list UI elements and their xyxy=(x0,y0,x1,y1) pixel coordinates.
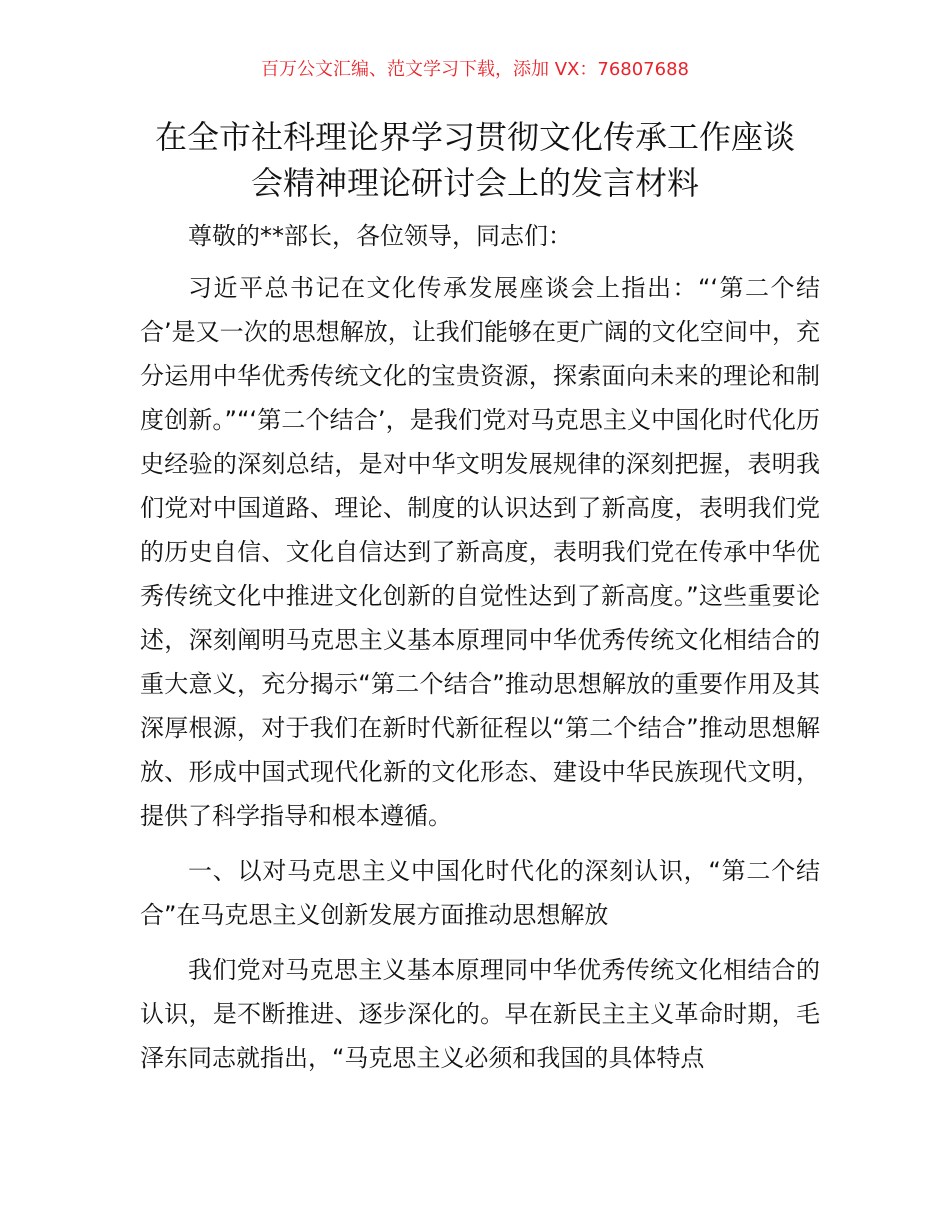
section-heading-1: 一、以对马克思主义中国化时代化的深刻认识，“第二个结合”在马克思主义创新发展方面推动思想解放 xyxy=(140,857,820,929)
salutation: 尊敬的**部长，各位领导，同志们： xyxy=(188,222,572,250)
title-line-2: 会精神理论研讨会上的发言材料 xyxy=(250,164,699,202)
paragraph-section-1: 我们党对马克思主义基本原理同中华优秀传统文化相结合的认识，是不断推进、逐步深化的。早在新民主主义革命时期，毛泽东同志就指出，“马克思主义必须和我国的具体特点 xyxy=(140,956,820,1072)
paragraph-intro: 习近平总书记在文化传承发展座谈会上指出：“‘第二个结合’是又一次的思想解放，让我们能够在更广阔的文化空间中，充分运用中华优秀传统文化的宝贵资源，探索面向未来的理论和制度创新。”“‘第二个结合’，是我们党对马克思主义中国化时代化历史经验的深刻总结，是对中华文明发展规律的深刻把握，表明我们党对中国道路、理论、制度的认识达到了新高度，表明我们党的历史自信、文化自信达到了新高度，表明我们党在传承中华优秀传统文化中推进文化创新的自觉性达到了新高度。”这些重要论述，深刻阐明马克思主义基本原理同中华优秀传统文化相结合的重大意义，充分揭示“第二个结合”推动思想解放的重要作用及其深厚根源，对于我们在新时代新征程以“第二个结合”推动思想解放、形成中国式现代化新的文化形态、建设中华民族现代文明，提供了科学指导和根本遵循。 xyxy=(140,274,820,830)
title-line-1: 在全市社科理论界学习贯彻文化传承工作座谈 xyxy=(154,118,795,156)
document-body xyxy=(140,214,820,1080)
document-title xyxy=(120,114,830,206)
header-watermark-note: 百万公文汇编、范文学习下载，添加 VX：76807688 xyxy=(261,59,689,80)
